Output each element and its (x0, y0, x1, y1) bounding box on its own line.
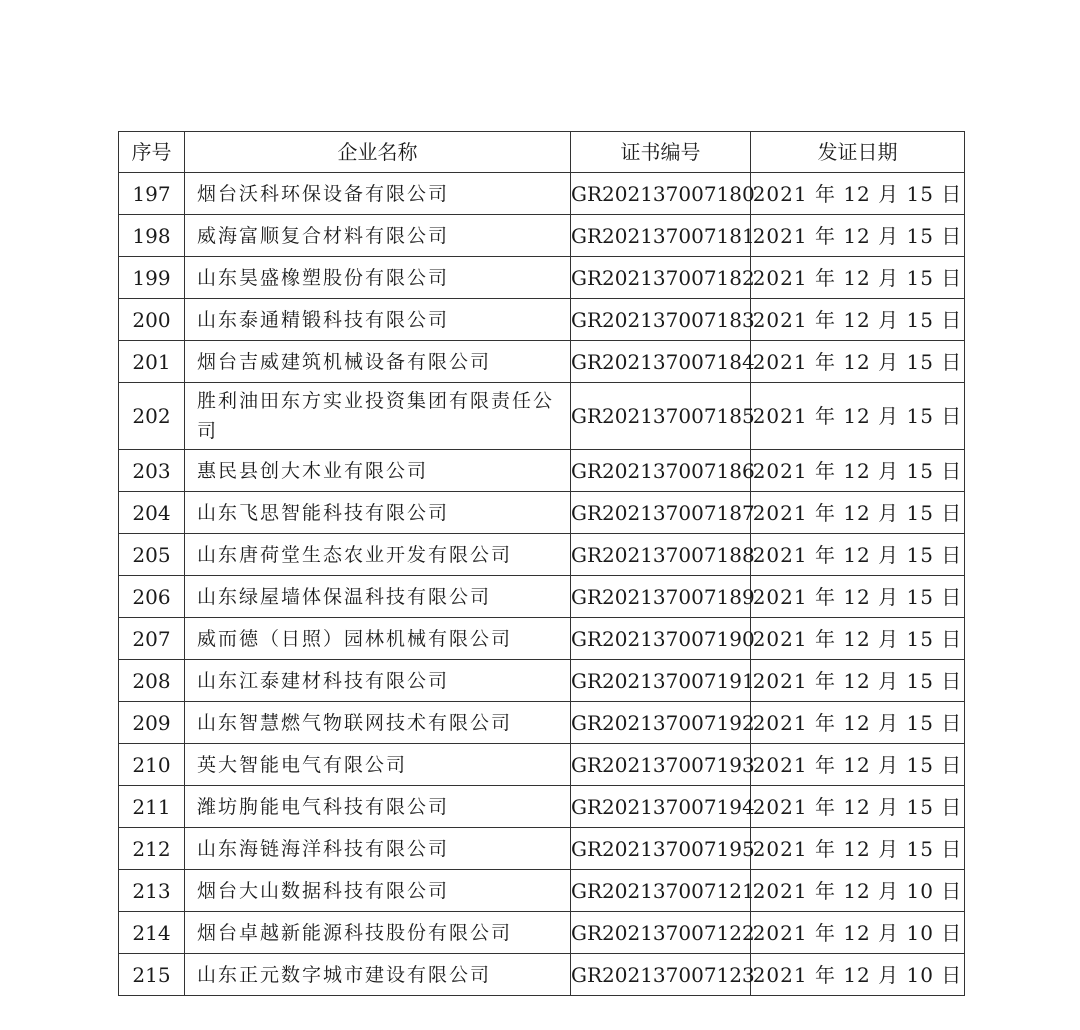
table-row (119, 492, 965, 534)
row-company-name: 山东唐荷堂生态农业开发有限公司 (185, 534, 571, 576)
row-company-name: 威海富顺复合材料有限公司 (185, 215, 571, 257)
row-company-name: 英大智能电气有限公司 (185, 744, 571, 786)
row-company-name: 山东海链海洋科技有限公司 (185, 828, 571, 870)
table-row (119, 450, 965, 492)
row-company-name: 山东绿屋墙体保温科技有限公司 (185, 576, 571, 618)
row-issue-date: 2021 年 12 月 10 日 (751, 870, 965, 912)
row-issue-date: 2021 年 12 月 15 日 (751, 450, 965, 492)
table-row (119, 534, 965, 576)
table-row (119, 744, 965, 786)
table-row (119, 786, 965, 828)
table-row (119, 215, 965, 257)
row-company-name: 惠民县创大木业有限公司 (185, 450, 571, 492)
row-certificate-number: GR202137007186 (571, 450, 751, 492)
table-row (119, 954, 965, 996)
table-row (119, 341, 965, 383)
row-issue-date: 2021 年 12 月 15 日 (751, 341, 965, 383)
row-certificate-number: GR202137007193 (571, 744, 751, 786)
row-company-name: 山东昊盛橡塑股份有限公司 (185, 257, 571, 299)
row-seq: 211 (119, 786, 185, 828)
row-seq: 212 (119, 828, 185, 870)
row-seq: 205 (119, 534, 185, 576)
row-certificate-number: GR202137007194 (571, 786, 751, 828)
row-seq: 200 (119, 299, 185, 341)
row-certificate-number: GR202137007191 (571, 660, 751, 702)
table-row (119, 618, 965, 660)
table-row (119, 828, 965, 870)
header-issue-date: 发证日期 (751, 132, 965, 173)
row-issue-date: 2021 年 12 月 15 日 (751, 660, 965, 702)
row-issue-date: 2021 年 12 月 15 日 (751, 702, 965, 744)
header-seq: 序号 (119, 132, 185, 173)
row-seq: 201 (119, 341, 185, 383)
row-certificate-number: GR202137007121 (571, 870, 751, 912)
row-seq: 202 (119, 383, 185, 450)
table-row (119, 173, 965, 215)
row-certificate-number: GR202137007188 (571, 534, 751, 576)
row-seq: 206 (119, 576, 185, 618)
row-certificate-number: GR202137007190 (571, 618, 751, 660)
table-row (119, 383, 965, 450)
table-row (119, 912, 965, 954)
row-certificate-number: GR202137007185 (571, 383, 751, 450)
row-company-name: 山东正元数字城市建设有限公司 (185, 954, 571, 996)
row-issue-date: 2021 年 12 月 15 日 (751, 534, 965, 576)
row-issue-date: 2021 年 12 月 15 日 (751, 576, 965, 618)
row-seq: 215 (119, 954, 185, 996)
row-company-name: 山东飞思智能科技有限公司 (185, 492, 571, 534)
row-seq: 209 (119, 702, 185, 744)
row-issue-date: 2021 年 12 月 15 日 (751, 492, 965, 534)
row-certificate-number: GR202137007189 (571, 576, 751, 618)
row-certificate-number: GR202137007184 (571, 341, 751, 383)
row-seq: 204 (119, 492, 185, 534)
row-company-name: 山东泰通精锻科技有限公司 (185, 299, 571, 341)
row-seq: 214 (119, 912, 185, 954)
row-issue-date: 2021 年 12 月 15 日 (751, 618, 965, 660)
row-company-name: 烟台大山数据科技有限公司 (185, 870, 571, 912)
row-certificate-number: GR202137007122 (571, 912, 751, 954)
row-company-name: 潍坊朐能电气科技有限公司 (185, 786, 571, 828)
row-certificate-number: GR202137007123 (571, 954, 751, 996)
table-row (119, 299, 965, 341)
row-issue-date: 2021 年 12 月 15 日 (751, 299, 965, 341)
table-row (119, 702, 965, 744)
row-company-name: 威而德（日照）园林机械有限公司 (185, 618, 571, 660)
row-issue-date: 2021 年 12 月 15 日 (751, 173, 965, 215)
row-company-name: 烟台吉威建筑机械设备有限公司 (185, 341, 571, 383)
header-certificate-number: 证书编号 (571, 132, 751, 173)
row-certificate-number: GR202137007182 (571, 257, 751, 299)
header-company-name: 企业名称 (185, 132, 571, 173)
row-certificate-number: GR202137007187 (571, 492, 751, 534)
row-seq: 203 (119, 450, 185, 492)
row-issue-date: 2021 年 12 月 15 日 (751, 744, 965, 786)
row-issue-date: 2021 年 12 月 10 日 (751, 954, 965, 996)
row-company-name: 山东江泰建材科技有限公司 (185, 660, 571, 702)
row-seq: 208 (119, 660, 185, 702)
table-header-row (119, 132, 965, 173)
row-certificate-number: GR202137007195 (571, 828, 751, 870)
row-certificate-number: GR202137007180 (571, 173, 751, 215)
certificate-table (118, 131, 965, 996)
row-issue-date: 2021 年 12 月 10 日 (751, 912, 965, 954)
row-issue-date: 2021 年 12 月 15 日 (751, 828, 965, 870)
row-seq: 210 (119, 744, 185, 786)
row-issue-date: 2021 年 12 月 15 日 (751, 786, 965, 828)
table-row (119, 870, 965, 912)
row-issue-date: 2021 年 12 月 15 日 (751, 215, 965, 257)
row-company-name: 烟台卓越新能源科技股份有限公司 (185, 912, 571, 954)
row-issue-date: 2021 年 12 月 15 日 (751, 257, 965, 299)
row-certificate-number: GR202137007183 (571, 299, 751, 341)
row-seq: 207 (119, 618, 185, 660)
table-row (119, 660, 965, 702)
row-company-name: 胜利油田东方实业投资集团有限责任公司 (185, 383, 571, 450)
row-company-name: 烟台沃科环保设备有限公司 (185, 173, 571, 215)
table-row (119, 576, 965, 618)
row-seq: 198 (119, 215, 185, 257)
table-row (119, 257, 965, 299)
row-certificate-number: GR202137007192 (571, 702, 751, 744)
row-company-name: 山东智慧燃气物联网技术有限公司 (185, 702, 571, 744)
row-seq: 197 (119, 173, 185, 215)
row-issue-date: 2021 年 12 月 15 日 (751, 383, 965, 450)
row-seq: 213 (119, 870, 185, 912)
row-seq: 199 (119, 257, 185, 299)
row-certificate-number: GR202137007181 (571, 215, 751, 257)
